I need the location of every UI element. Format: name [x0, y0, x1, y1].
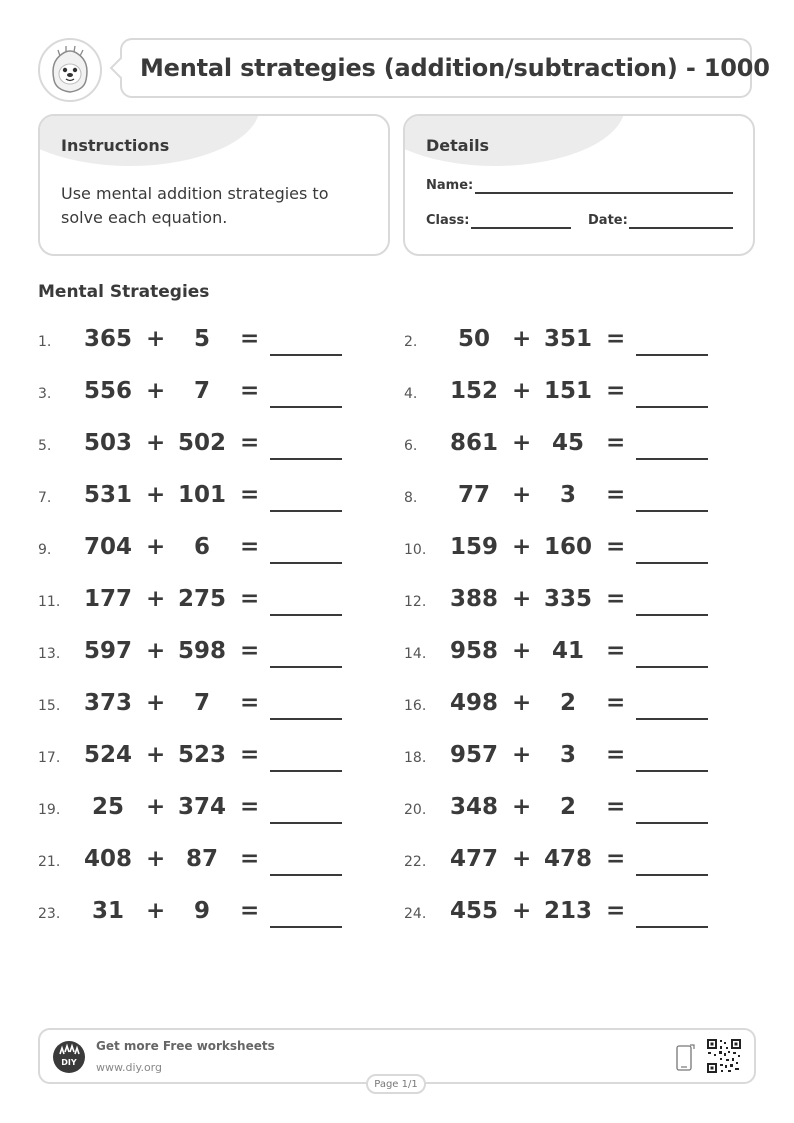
operand-a: 348	[449, 794, 498, 820]
operand-a: 704	[83, 534, 132, 560]
equals-sign: =	[240, 794, 260, 820]
problem-number: 17.	[38, 750, 61, 766]
plus-sign: +	[146, 430, 166, 456]
plus-sign: +	[512, 586, 532, 612]
problem-17	[38, 740, 378, 776]
answer-blank[interactable]	[270, 562, 342, 564]
name-label: Name:	[426, 178, 474, 193]
problem-7	[38, 480, 378, 516]
operand-b: 45	[551, 430, 584, 456]
equals-sign: =	[240, 690, 260, 716]
qr-code-icon[interactable]	[706, 1038, 742, 1078]
answer-blank[interactable]	[636, 874, 708, 876]
footer-url-link[interactable]: www.diy.org	[96, 1061, 162, 1074]
operand-a: 503	[83, 430, 132, 456]
problem-23	[38, 896, 378, 932]
operand-a: 455	[449, 898, 498, 924]
answer-blank[interactable]	[270, 510, 342, 512]
details-panel	[403, 114, 755, 256]
details-heading: Details	[426, 136, 490, 155]
operand-a: 50	[457, 326, 490, 352]
problem-number: 8.	[404, 490, 418, 506]
equals-sign: =	[606, 534, 626, 560]
operand-a: 31	[91, 898, 124, 924]
plus-sign: +	[146, 794, 166, 820]
operand-b: 7	[193, 690, 210, 716]
problem-15	[38, 688, 378, 724]
problem-number: 11.	[38, 594, 61, 610]
problem-18	[404, 740, 744, 776]
problem-number: 20.	[404, 802, 427, 818]
equals-sign: =	[606, 898, 626, 924]
answer-blank[interactable]	[636, 458, 708, 460]
answer-blank[interactable]	[636, 354, 708, 356]
answer-blank[interactable]	[636, 926, 708, 928]
problem-number: 7.	[38, 490, 52, 506]
phone-icon	[674, 1042, 696, 1076]
operand-b: 351	[543, 326, 592, 352]
operand-b: 213	[543, 898, 592, 924]
operand-a: 77	[457, 482, 490, 508]
answer-blank[interactable]	[270, 822, 342, 824]
problem-12	[404, 584, 744, 620]
operand-a: 556	[83, 378, 132, 404]
plus-sign: +	[146, 638, 166, 664]
equals-sign: =	[606, 430, 626, 456]
problem-5	[38, 428, 378, 464]
problem-number: 12.	[404, 594, 427, 610]
operand-a: 477	[449, 846, 498, 872]
operand-b: 374	[177, 794, 226, 820]
problem-3	[38, 376, 378, 412]
page-number: Page 1/1	[366, 1074, 426, 1094]
operand-a: 861	[449, 430, 498, 456]
answer-blank[interactable]	[636, 822, 708, 824]
plus-sign: +	[512, 742, 532, 768]
operand-a: 957	[449, 742, 498, 768]
problem-11	[38, 584, 378, 620]
problem-number: 2.	[404, 334, 418, 350]
equals-sign: =	[606, 846, 626, 872]
operand-b: 3	[559, 742, 576, 768]
plus-sign: +	[146, 586, 166, 612]
answer-blank[interactable]	[270, 770, 342, 772]
plus-sign: +	[146, 742, 166, 768]
equals-sign: =	[240, 430, 260, 456]
section-title: Mental Strategies	[38, 282, 210, 302]
answer-blank[interactable]	[636, 614, 708, 616]
class-field[interactable]	[471, 227, 571, 229]
problem-number: 9.	[38, 542, 52, 558]
operand-b: 151	[543, 378, 592, 404]
plus-sign: +	[146, 846, 166, 872]
logo-text: DIY	[61, 1058, 77, 1067]
date-field[interactable]	[629, 227, 733, 229]
operand-a: 388	[449, 586, 498, 612]
answer-blank[interactable]	[270, 666, 342, 668]
operand-a: 25	[91, 794, 124, 820]
plus-sign: +	[512, 690, 532, 716]
equals-sign: =	[606, 794, 626, 820]
operand-b: 2	[559, 690, 576, 716]
problem-1	[38, 324, 378, 360]
instructions-heading: Instructions	[61, 136, 170, 155]
operand-b: 335	[543, 586, 592, 612]
operand-a: 597	[83, 638, 132, 664]
problem-16	[404, 688, 744, 724]
instructions-text: Use mental addition strategies to solve each equation.	[61, 184, 329, 227]
operand-b: 101	[177, 482, 226, 508]
problem-number: 15.	[38, 698, 61, 714]
answer-blank[interactable]	[636, 718, 708, 720]
answer-blank[interactable]	[636, 666, 708, 668]
problem-22	[404, 844, 744, 880]
name-field[interactable]	[475, 192, 733, 194]
title-box	[120, 38, 770, 98]
problem-number: 23.	[38, 906, 61, 922]
operand-b: 275	[177, 586, 226, 612]
equals-sign: =	[240, 378, 260, 404]
equals-sign: =	[606, 378, 626, 404]
plus-sign: +	[146, 898, 166, 924]
class-label: Class:	[426, 213, 470, 228]
answer-blank[interactable]	[270, 874, 342, 876]
plus-sign: +	[146, 534, 166, 560]
plus-sign: +	[512, 794, 532, 820]
problem-number: 1.	[38, 334, 52, 350]
operand-a: 373	[83, 690, 132, 716]
operand-a: 498	[449, 690, 498, 716]
problem-number: 19.	[38, 802, 61, 818]
answer-blank[interactable]	[270, 458, 342, 460]
answer-blank[interactable]	[270, 354, 342, 356]
plus-sign: +	[512, 482, 532, 508]
problem-number: 6.	[404, 438, 418, 454]
problem-9	[38, 532, 378, 568]
equals-sign: =	[240, 534, 260, 560]
answer-blank[interactable]	[636, 562, 708, 564]
problem-number: 18.	[404, 750, 427, 766]
equals-sign: =	[240, 898, 260, 924]
operand-a: 531	[83, 482, 132, 508]
operand-b: 478	[543, 846, 592, 872]
problem-19	[38, 792, 378, 828]
problem-10	[404, 532, 744, 568]
answer-blank[interactable]	[636, 770, 708, 772]
answer-blank[interactable]	[270, 614, 342, 616]
operand-b: 523	[177, 742, 226, 768]
problem-8	[404, 480, 744, 516]
problem-number: 14.	[404, 646, 427, 662]
operand-a: 177	[83, 586, 132, 612]
answer-blank[interactable]	[636, 406, 708, 408]
problem-number: 16.	[404, 698, 427, 714]
instructions-panel	[38, 114, 390, 256]
operand-b: 87	[185, 846, 218, 872]
problem-number: 21.	[38, 854, 61, 870]
equals-sign: =	[606, 586, 626, 612]
yeti-mascot-icon	[38, 38, 102, 102]
operand-b: 9	[193, 898, 210, 924]
answer-blank[interactable]	[270, 406, 342, 408]
plus-sign: +	[512, 326, 532, 352]
date-label: Date:	[588, 213, 628, 228]
problem-13	[38, 636, 378, 672]
answer-blank[interactable]	[270, 718, 342, 720]
plus-sign: +	[512, 430, 532, 456]
operand-a: 159	[449, 534, 498, 560]
problem-number: 4.	[404, 386, 418, 402]
equals-sign: =	[606, 638, 626, 664]
footer-promo-text[interactable]: Get more Free worksheets	[96, 1039, 275, 1053]
equals-sign: =	[240, 586, 260, 612]
operand-b: 6	[193, 534, 210, 560]
plus-sign: +	[512, 534, 532, 560]
speech-notch	[110, 57, 133, 80]
plus-sign: +	[146, 690, 166, 716]
equals-sign: =	[606, 326, 626, 352]
plus-sign: +	[512, 638, 532, 664]
operand-a: 365	[83, 326, 132, 352]
operand-b: 160	[543, 534, 592, 560]
problem-4	[404, 376, 744, 412]
equals-sign: =	[606, 690, 626, 716]
problem-number: 24.	[404, 906, 427, 922]
problem-number: 10.	[404, 542, 427, 558]
equals-sign: =	[240, 638, 260, 664]
operand-b: 2	[559, 794, 576, 820]
problem-14	[404, 636, 744, 672]
operand-b: 5	[193, 326, 210, 352]
problem-24	[404, 896, 744, 932]
page-title: Mental strategies (addition/subtraction) - 1000	[140, 54, 770, 82]
equals-sign: =	[240, 846, 260, 872]
problem-6	[404, 428, 744, 464]
operand-a: 152	[449, 378, 498, 404]
equals-sign: =	[606, 742, 626, 768]
answer-blank[interactable]	[270, 926, 342, 928]
operand-b: 598	[177, 638, 226, 664]
plus-sign: +	[512, 898, 532, 924]
operand-b: 41	[551, 638, 584, 664]
equals-sign: =	[240, 482, 260, 508]
operand-a: 408	[83, 846, 132, 872]
equals-sign: =	[240, 742, 260, 768]
operand-b: 3	[559, 482, 576, 508]
plus-sign: +	[512, 378, 532, 404]
problem-21	[38, 844, 378, 880]
operand-b: 502	[177, 430, 226, 456]
diy-logo-icon[interactable]	[52, 1040, 86, 1078]
operand-a: 524	[83, 742, 132, 768]
plus-sign: +	[512, 846, 532, 872]
plus-sign: +	[146, 326, 166, 352]
equals-sign: =	[240, 326, 260, 352]
problem-number: 3.	[38, 386, 52, 402]
problem-number: 13.	[38, 646, 61, 662]
problem-20	[404, 792, 744, 828]
problem-2	[404, 324, 744, 360]
operand-b: 7	[193, 378, 210, 404]
problem-number: 5.	[38, 438, 52, 454]
problem-number: 22.	[404, 854, 427, 870]
answer-blank[interactable]	[636, 510, 708, 512]
equals-sign: =	[606, 482, 626, 508]
operand-a: 958	[449, 638, 498, 664]
plus-sign: +	[146, 482, 166, 508]
plus-sign: +	[146, 378, 166, 404]
